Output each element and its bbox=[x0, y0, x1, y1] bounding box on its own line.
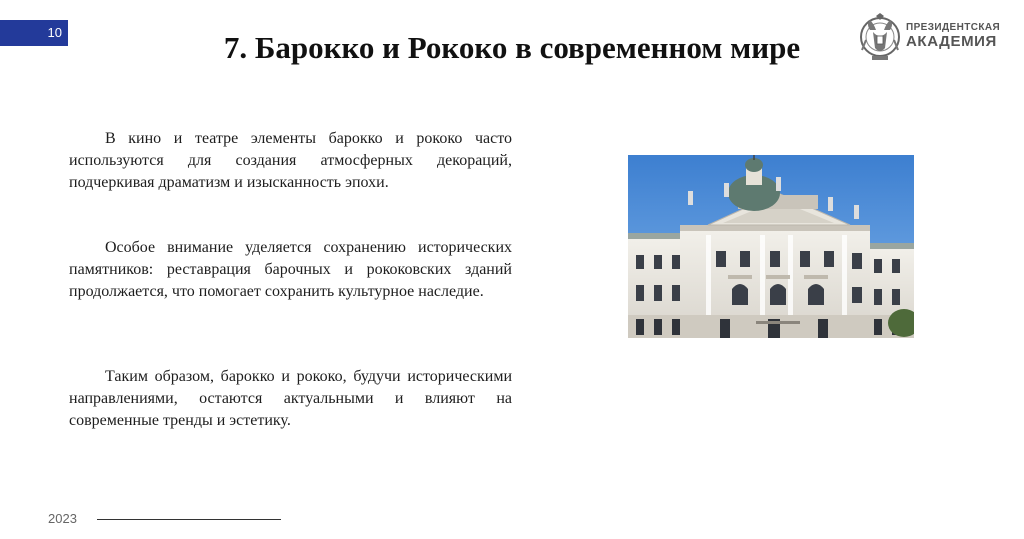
academy-logo bbox=[858, 10, 1001, 66]
slide-title: 7. Барокко и Рококо в современном мире bbox=[223, 30, 801, 65]
paragraph-3: Таким образом, барокко и рококо, будучи историческими направлениями, остаются актуальными и влияют на современные тренды и эстетику. bbox=[69, 368, 512, 429]
slide-number: 10 bbox=[47, 25, 62, 40]
paragraph-1: В кино и театре элементы барокко и рококо часто используются для создания атмосферных декораций, подчеркивая драматизм и изысканность эпохи. bbox=[69, 130, 512, 191]
logo-line-1: ПРЕЗИДЕНТСКАЯ bbox=[906, 22, 1001, 33]
baroque-palace-photo bbox=[628, 155, 914, 338]
footer-divider bbox=[97, 519, 281, 520]
footer-year: 2023 bbox=[48, 511, 77, 526]
paragraph-2: Особое внимание уделяется сохранению исторических памятников: реставрация барочных и рококовских зданий продолжается, что помогает сохранить культурное наследие. bbox=[69, 239, 512, 300]
eagle-emblem-icon bbox=[858, 10, 902, 64]
logo-line-2: АКАДЕМИЯ bbox=[906, 33, 997, 50]
